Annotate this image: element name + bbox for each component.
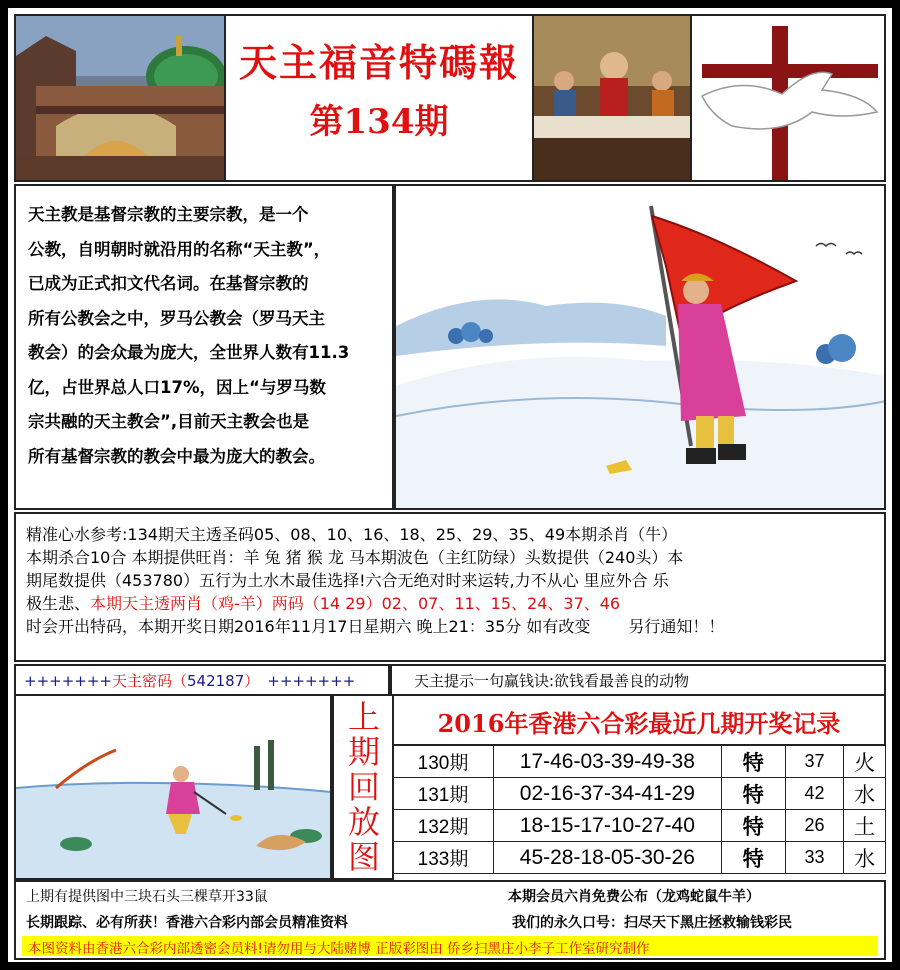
secret-code: 542187 [187, 672, 245, 690]
secret-label-end: ） [244, 672, 260, 690]
special-label-cell: 特 [721, 778, 785, 810]
secret-code-bar [14, 664, 390, 696]
footer-box [14, 880, 886, 960]
reference-box [14, 512, 886, 662]
reference-line: 精准心水参考:134期天主透圣码05、08、10、16、18、25、29、35、49本期杀肖（牛） [26, 525, 678, 544]
footer-left-line: 长期跟踪、必有所获！香港六合彩内部会员精准资料 [26, 915, 348, 931]
special-label-cell: 特 [721, 810, 785, 842]
page [8, 8, 892, 962]
numbers-cell: 18-15-17-10-27-40 [494, 810, 722, 842]
reference-line [26, 592, 878, 615]
flag-illustration [394, 184, 886, 510]
footer-banner [22, 936, 878, 956]
intro-line: 教会）的会众最为庞大，全世界人数有11.3 [28, 343, 350, 362]
hint-text: 天主提示一句赢钱诀:欲钱看最善良的动物 [414, 672, 690, 690]
results-title-box [392, 694, 886, 746]
issue-number: 第134期 [309, 102, 449, 142]
reference-line: 本期杀合10合 本期提供旺肖：羊 兔 猪 猴 龙 马本期波色（主红防绿）头数提供（240头）本 [26, 548, 684, 567]
element-cell: 水 [844, 842, 886, 874]
intro-line: 所有公教会之中，罗马公教会（罗马天主 [28, 308, 325, 328]
intro-text-box [14, 184, 394, 510]
replay-label: 上期回放图 [348, 698, 381, 876]
period-cell: 131期 [393, 778, 494, 810]
special-label-cell: 特 [721, 746, 785, 778]
footer-right-line: 本期会员六肖免费公布（龙鸡蛇鼠牛羊） [508, 889, 760, 905]
period-cell: 130期 [393, 746, 494, 778]
element-cell: 火 [844, 746, 886, 778]
reference-text: 另行通知！！ [628, 617, 725, 636]
numbers-cell: 02-16-37-34-41-29 [494, 778, 722, 810]
reference-line [26, 615, 878, 638]
intro-line: 已成为正式扣文代名词。在基督宗教的 [28, 274, 309, 293]
table-row [393, 842, 886, 874]
period-cell: 132期 [393, 810, 494, 842]
reference-text: 时会开出特码，本期开奖日期2016年11月17日星期六 晚上21：35分 如有改变 [26, 617, 591, 636]
plus-decoration: +++++++ [24, 672, 112, 690]
highlight-text: 本期天主透两肖（鸡-羊）两码（14 29）02、07、11、15、24、37、46 [90, 594, 621, 613]
element-cell: 土 [844, 810, 886, 842]
reference-line: 期尾数提供（453780）五行为土水木最佳选择!六合无绝对时来运转,力不从心 里应外合 乐 [26, 571, 669, 590]
footer-left-line: 上期有提供图中三块石头三棵草开33鼠 [26, 889, 268, 905]
church-image [14, 14, 226, 182]
special-number-cell: 42 [785, 778, 843, 810]
table-row [393, 810, 886, 842]
period-cell: 133期 [393, 842, 494, 874]
cross-dove-box [690, 14, 886, 182]
numbers-cell: 45-28-18-05-30-26 [494, 842, 722, 874]
plus-decoration: +++++++ [267, 672, 356, 690]
intro-line: 亿，占世界总人口17%，因上“与罗马数 [28, 377, 326, 397]
special-label-cell: 特 [721, 842, 785, 874]
replay-label-box [332, 694, 394, 880]
numbers-cell: 17-46-03-39-49-38 [494, 746, 722, 778]
intro-line: 公教，自明朝时就沿用的名称“天主教”， [28, 239, 331, 259]
last-supper-image [532, 14, 692, 182]
secret-label: 天主密码（ [111, 672, 187, 690]
intro-line: 天主教是基督宗教的主要宗教，是一个 [28, 205, 309, 224]
hint-bar [390, 664, 886, 696]
results-table [392, 745, 886, 874]
footer-right-line: 我们的永久口号：扫尽天下黑庄拯救输钱彩民 [512, 915, 792, 931]
title-box [224, 14, 534, 182]
intro-line: 所有基督宗教的教会中最为庞大的教会。 [28, 446, 325, 466]
special-number-cell: 37 [785, 746, 843, 778]
reference-text: 极生悲、 [26, 594, 91, 613]
table-row [393, 778, 886, 810]
intro-line: 宗共融的天主教会”,目前天主教会也是 [28, 412, 310, 431]
results-title: 2016年香港六合彩最近几期开奖记录 [437, 709, 841, 738]
special-number-cell: 26 [785, 810, 843, 842]
banner-text: 本图资料由香港六合彩内部透密会员料!请勿用与大陆赌博 正版彩图由 侨乡扫黑庄小李子工作室研究制作 [28, 941, 650, 957]
replay-illustration [14, 694, 332, 880]
element-cell: 水 [844, 778, 886, 810]
table-row [393, 746, 886, 778]
paper-title: 天主福音特碼報 [238, 40, 519, 85]
special-number-cell: 33 [785, 842, 843, 874]
